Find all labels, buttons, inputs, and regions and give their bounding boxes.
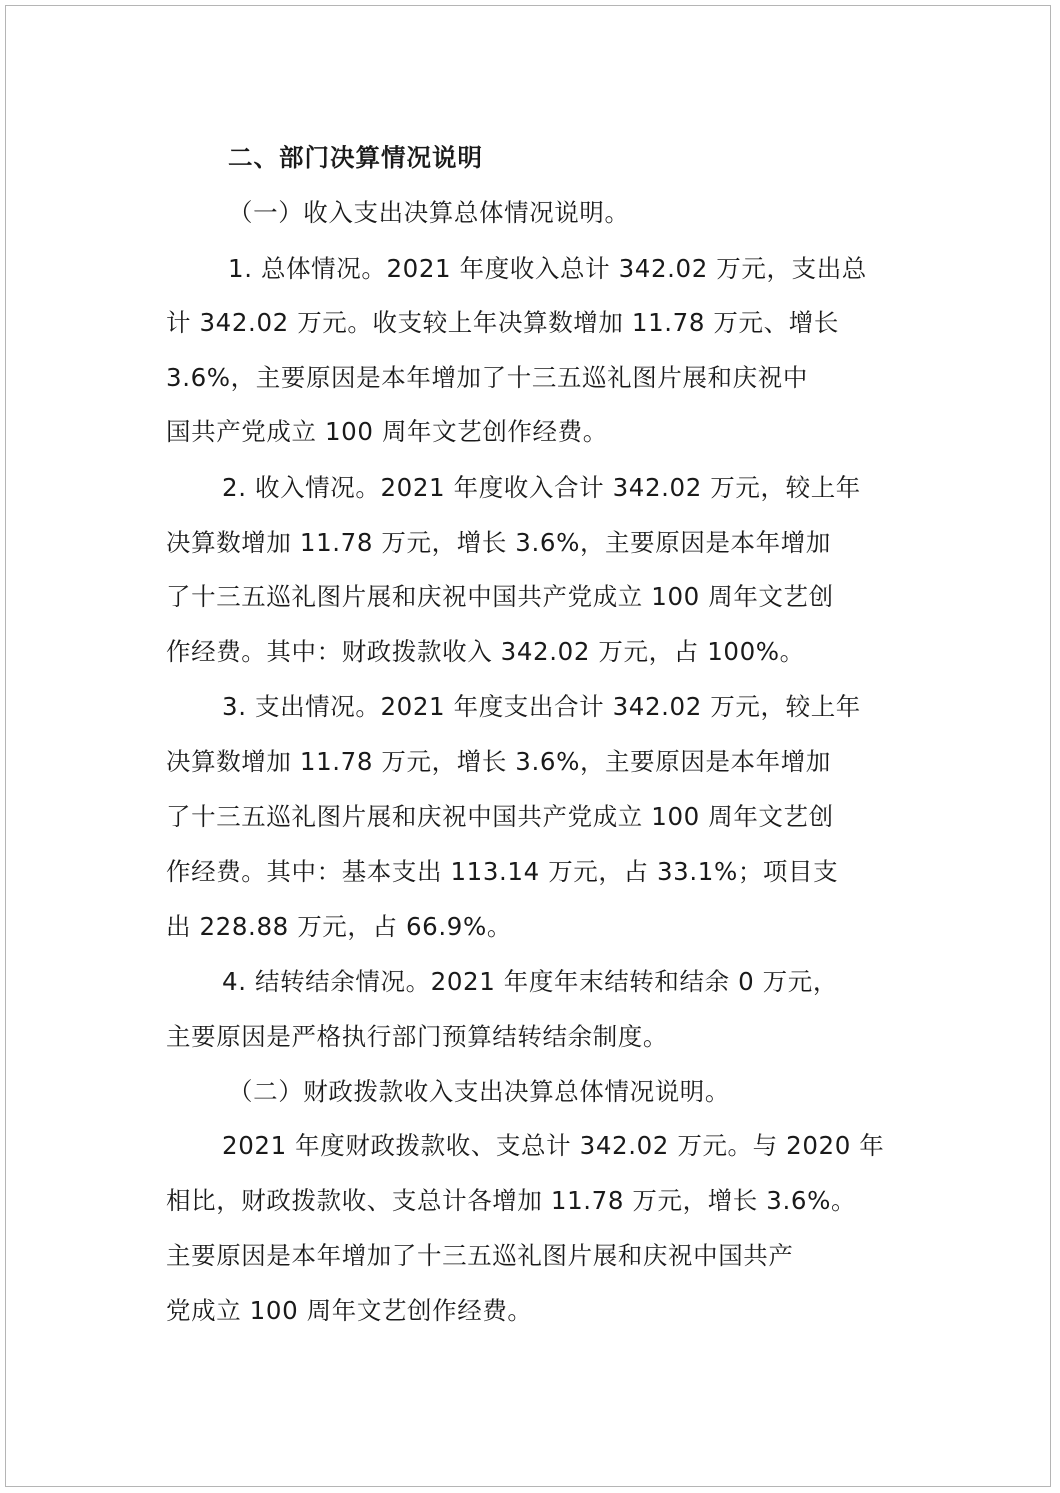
expense-line-2: 决算数增加 11.78 万元，增长 3.6%，主要原因是本年增加 (166, 747, 831, 776)
expense-line-4: 作经费。其中：基本支出 113.14 万元，占 33.1%；项目支 (166, 857, 839, 886)
fiscal-line-3: 主要原因是本年增加了十三五巡礼图片展和庆祝中国共产 (166, 1241, 794, 1270)
subsection-2-title: （二）财政拨款收入支出决算总体情况说明。 (228, 1077, 730, 1106)
income-line-4: 作经费。其中：财政拨款收入 342.02 万元，占 100%。 (166, 637, 805, 666)
section-title: 二、部门决算情况说明 (228, 143, 483, 172)
income-line-3: 了十三五巡礼图片展和庆祝中国共产党成立 100 周年文艺创 (166, 582, 834, 611)
overall-line-2: 计 342.02 万元。收支较上年决算数增加 11.78 万元、增长 (166, 308, 839, 337)
carryover-line-2: 主要原因是严格执行部门预算结转结余制度。 (166, 1022, 668, 1051)
overall-line-4: 国共产党成立 100 周年文艺创作经费。 (166, 417, 608, 446)
fiscal-line-2: 相比，财政拨款收、支总计各增加 11.78 万元，增长 3.6%。 (166, 1186, 857, 1215)
income-line-2: 决算数增加 11.78 万元，增长 3.6%，主要原因是本年增加 (166, 528, 831, 557)
expense-line-3: 了十三五巡礼图片展和庆祝中国共产党成立 100 周年文艺创 (166, 802, 834, 831)
subsection-1-title: （一）收入支出决算总体情况说明。 (228, 198, 630, 227)
income-line-1: 2. 收入情况。2021 年度收入合计 342.02 万元，较上年 (222, 473, 861, 502)
fiscal-line-4: 党成立 100 周年文艺创作经费。 (166, 1296, 533, 1325)
overall-line-3: 3.6%，主要原因是本年增加了十三五巡礼图片展和庆祝中 (166, 363, 808, 392)
overall-line-1: 1. 总体情况。2021 年度收入总计 342.02 万元，支出总 (228, 254, 867, 283)
fiscal-line-1: 2021 年度财政拨款收、支总计 342.02 万元。与 2020 年 (222, 1131, 885, 1160)
expense-line-1: 3. 支出情况。2021 年度支出合计 342.02 万元，较上年 (222, 692, 861, 721)
expense-line-5: 出 228.88 万元，占 66.9%。 (166, 912, 512, 941)
carryover-line-1: 4. 结转结余情况。2021 年度年末结转和结余 0 万元， (222, 967, 838, 996)
